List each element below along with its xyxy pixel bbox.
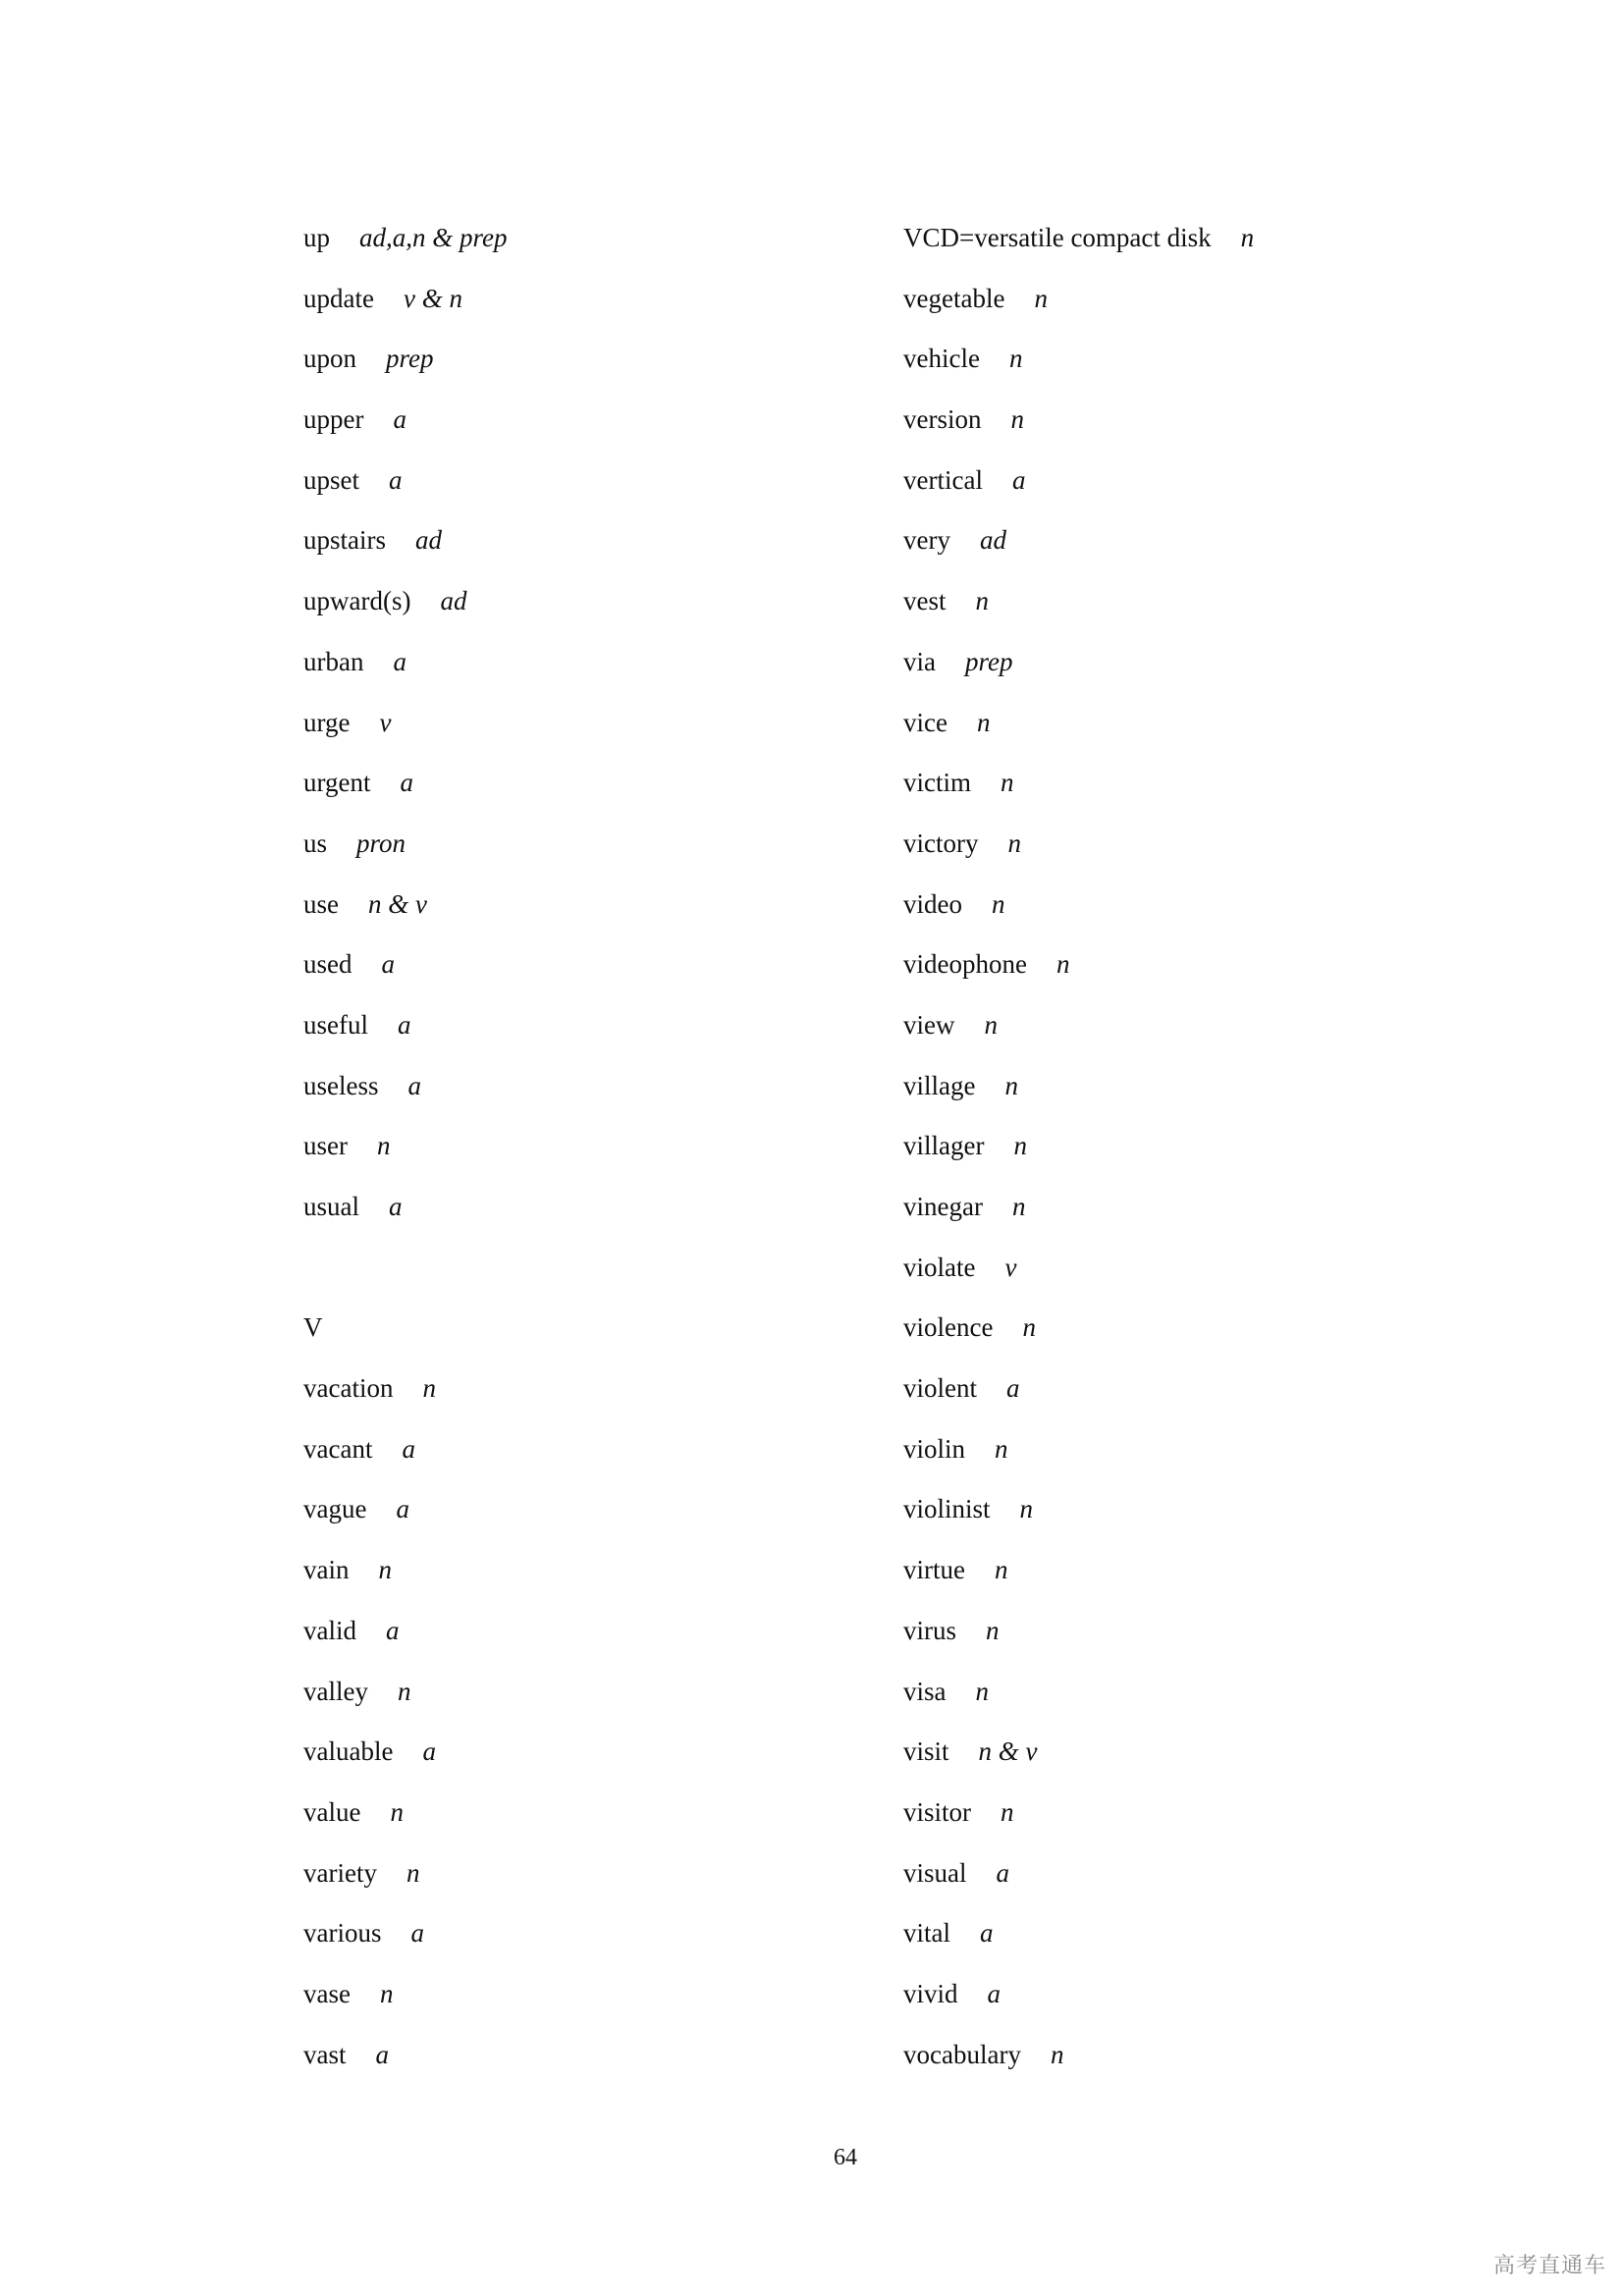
- entry-word: vague: [303, 1494, 367, 1524]
- entry-word: urban: [303, 646, 364, 676]
- vocabulary-entry: [903, 1064, 1254, 1125]
- vocabulary-entry: [303, 1730, 508, 1790]
- entry-word: via: [903, 646, 936, 676]
- entry-part-of-speech: n: [390, 1796, 404, 1827]
- vocabulary-entry: [303, 277, 508, 338]
- entry-word: valuable: [303, 1736, 394, 1767]
- vocabulary-entry: [903, 1730, 1254, 1790]
- entry-part-of-speech: n: [1013, 1131, 1027, 1161]
- vocabulary-entry: [903, 1487, 1254, 1548]
- vocabulary-entry: [303, 579, 508, 640]
- entry-word: violin: [903, 1433, 966, 1464]
- entry-part-of-speech: ad: [979, 525, 1006, 556]
- entry-part-of-speech: ad: [440, 586, 467, 616]
- entry-part-of-speech: a: [396, 1494, 409, 1524]
- entry-part-of-speech: n: [397, 1676, 411, 1706]
- entry-word: vain: [303, 1555, 350, 1585]
- entry-part-of-speech: n: [992, 888, 1005, 919]
- entry-part-of-speech: n: [406, 1857, 420, 1888]
- entry-word: vase: [303, 1978, 351, 2008]
- vocabulary-entry: [903, 579, 1254, 640]
- vocabulary-entry: [903, 942, 1254, 1003]
- entry-part-of-speech: n & v: [368, 888, 427, 919]
- vocabulary-entry: [903, 1972, 1254, 2033]
- entry-part-of-speech: n & v: [978, 1736, 1038, 1767]
- vocabulary-entry: [903, 277, 1254, 338]
- entry-word: vegetable: [903, 283, 1005, 313]
- entry-word: upon: [303, 344, 356, 374]
- vocabulary-entry: [903, 1790, 1254, 1851]
- entry-word: urge: [303, 707, 351, 737]
- entry-part-of-speech: n: [379, 1978, 394, 2008]
- entry-word: vehicle: [903, 344, 980, 374]
- entry-part-of-speech: a: [386, 1615, 400, 1645]
- entry-word: violinist: [903, 1494, 991, 1524]
- entry-part-of-speech: prep: [386, 344, 434, 374]
- vocabulary-entry: [903, 1124, 1254, 1185]
- entry-word: value: [303, 1796, 361, 1827]
- vocabulary-entry: [903, 1185, 1254, 1246]
- entry-part-of-speech: a: [422, 1736, 436, 1767]
- vocabulary-entry: [903, 216, 1254, 277]
- entry-part-of-speech: ad,a,n & prep: [359, 223, 508, 252]
- vocabulary-entry: [303, 1185, 508, 1246]
- entry-word: vast: [303, 2039, 347, 2069]
- entry-part-of-speech: n: [1010, 404, 1024, 435]
- entry-word: visual: [903, 1857, 967, 1888]
- vocabulary-entry: [303, 1487, 508, 1548]
- entry-part-of-speech: a: [375, 2039, 389, 2069]
- entry-part-of-speech: pron: [356, 828, 406, 858]
- vocabulary-entry: [303, 822, 508, 882]
- entry-word: visit: [903, 1736, 949, 1767]
- entry-word: useless: [303, 1070, 379, 1100]
- entry-word: vest: [903, 586, 947, 616]
- entry-part-of-speech: a: [410, 1918, 424, 1949]
- entry-word: vacation: [303, 1373, 394, 1404]
- vocabulary-entry: [303, 1911, 508, 1972]
- entry-word: usual: [303, 1192, 359, 1221]
- entry-word: version: [903, 404, 982, 435]
- entry-part-of-speech: a: [407, 1070, 421, 1100]
- entry-part-of-speech: n: [1011, 1192, 1026, 1221]
- entry-word: valley: [303, 1676, 368, 1706]
- entry-word: violence: [903, 1312, 994, 1343]
- entry-word: various: [303, 1918, 382, 1949]
- vocabulary-entry: [903, 1003, 1254, 1064]
- vocabulary-column-right: [903, 216, 1254, 2093]
- entry-part-of-speech: n: [1022, 1312, 1036, 1343]
- vocabulary-entry: [903, 701, 1254, 762]
- entry-word: very: [903, 525, 950, 556]
- entry-part-of-speech: a: [389, 464, 403, 495]
- entry-part-of-speech: n: [1019, 1494, 1034, 1524]
- entry-part-of-speech: n: [994, 1555, 1008, 1585]
- vocabulary-entry: [303, 458, 508, 519]
- entry-part-of-speech: n: [984, 1009, 998, 1040]
- entry-part-of-speech: a: [987, 1978, 1001, 2008]
- vocabulary-entry: [303, 518, 508, 579]
- entry-part-of-speech: n: [986, 1615, 1000, 1645]
- vocabulary-entry: [303, 761, 508, 822]
- vocabulary-entry: [303, 398, 508, 458]
- entry-part-of-speech: n: [378, 1555, 392, 1585]
- watermark-logo: 高考直通车: [1492, 2254, 1606, 2278]
- entry-word: update: [303, 283, 374, 313]
- vocabulary-entry: [903, 1427, 1254, 1488]
- vocabulary-entry: [903, 1851, 1254, 1912]
- entry-part-of-speech: v: [1004, 1252, 1017, 1282]
- entry-part-of-speech: v & n: [403, 283, 462, 313]
- entry-word: virtue: [903, 1555, 965, 1585]
- entry-word: use: [303, 888, 339, 919]
- entry-word: violent: [903, 1373, 977, 1404]
- vocabulary-entry: [903, 518, 1254, 579]
- entry-word: victim: [903, 768, 971, 798]
- entry-word: villager: [903, 1131, 985, 1161]
- entry-word: visa: [903, 1676, 947, 1706]
- vocabulary-entry: [903, 1609, 1254, 1670]
- vocabulary-column-left: [303, 216, 508, 2093]
- entry-word: violate: [903, 1252, 976, 1282]
- vocabulary-entry: [903, 1548, 1254, 1609]
- vocabulary-entry: [903, 337, 1254, 398]
- entry-part-of-speech: n: [995, 1433, 1008, 1464]
- vocabulary-entry: [903, 822, 1254, 882]
- vocabulary-entry: [303, 942, 508, 1003]
- entry-word: user: [303, 1131, 348, 1161]
- vocabulary-entry: [903, 1246, 1254, 1307]
- vocabulary-entry: [303, 1851, 508, 1912]
- vocabulary-entry: [903, 882, 1254, 943]
- entry-part-of-speech: ad: [415, 525, 442, 556]
- entry-word: upset: [303, 464, 359, 495]
- entry-word: village: [903, 1070, 976, 1100]
- entry-word: variety: [303, 1857, 377, 1888]
- entry-part-of-speech: a: [402, 1433, 415, 1464]
- entry-part-of-speech: v: [379, 707, 392, 737]
- vocabulary-entry: [303, 1427, 508, 1488]
- vocabulary-entry: [303, 1670, 508, 1731]
- vocabulary-entry: [903, 458, 1254, 519]
- entry-part-of-speech: n: [1007, 828, 1021, 858]
- entry-word: useful: [303, 1009, 368, 1040]
- entry-word: vivid: [903, 1978, 958, 2008]
- vocabulary-entry: [303, 216, 508, 277]
- vocabulary-entry: [303, 1366, 508, 1427]
- entry-part-of-speech: a: [1006, 1373, 1020, 1404]
- entry-word: vacant: [303, 1433, 373, 1464]
- vocabulary-entry: [903, 1911, 1254, 1972]
- vocabulary-entry: [303, 1972, 508, 2033]
- vocabulary-entry: [303, 1003, 508, 1064]
- entry-part-of-speech: n: [376, 1131, 391, 1161]
- entry-part-of-speech: a: [1011, 464, 1026, 495]
- entry-part-of-speech: a: [980, 1918, 994, 1949]
- vocabulary-entry: [303, 701, 508, 762]
- vocabulary-entry: [303, 1124, 508, 1185]
- entry-word: vice: [903, 707, 947, 737]
- entry-word: upper: [303, 404, 364, 435]
- vocabulary-entry: [903, 398, 1254, 458]
- entry-word: VCD=versatile compact disk: [903, 223, 1212, 252]
- entry-part-of-speech: a: [389, 1192, 403, 1221]
- entry-part-of-speech: a: [393, 404, 406, 435]
- entry-part-of-speech: n: [1034, 283, 1048, 313]
- entry-part-of-speech: n: [976, 707, 991, 737]
- entry-part-of-speech: a: [996, 1857, 1009, 1888]
- vocabulary-entry: [303, 1548, 508, 1609]
- entry-part-of-speech: n: [1240, 223, 1255, 252]
- vocabulary-entry: [303, 1790, 508, 1851]
- entry-word: used: [303, 949, 352, 980]
- vocabulary-entry: [903, 1306, 1254, 1366]
- vocabulary-entry: [303, 2033, 508, 2094]
- vocabulary-entry: [903, 1366, 1254, 1427]
- entry-part-of-speech: a: [381, 949, 395, 980]
- entry-word: victory: [903, 828, 979, 858]
- entry-word: videophone: [903, 949, 1027, 980]
- entry-part-of-speech: n: [422, 1373, 436, 1404]
- entry-part-of-speech: n: [1001, 768, 1014, 798]
- entry-part-of-speech: n: [1004, 1070, 1018, 1100]
- entry-part-of-speech: n: [975, 586, 989, 616]
- letter-heading-text: V: [303, 1312, 323, 1343]
- vocabulary-entry: [303, 1064, 508, 1125]
- entry-part-of-speech: a: [397, 1009, 411, 1040]
- entry-part-of-speech: prep: [965, 646, 1013, 676]
- entry-word: upstairs: [303, 525, 386, 556]
- entry-part-of-speech: a: [393, 646, 406, 676]
- letter-heading: [303, 1306, 508, 1366]
- entry-word: urgent: [303, 768, 371, 798]
- vocabulary-entry: [303, 882, 508, 943]
- page-number: 64: [834, 2145, 857, 2170]
- entry-word: vinegar: [903, 1192, 983, 1221]
- vocabulary-entry: [903, 1670, 1254, 1731]
- entry-part-of-speech: n: [1056, 949, 1070, 980]
- entry-part-of-speech: n: [1008, 344, 1023, 374]
- vocabulary-entry: [303, 337, 508, 398]
- vocabulary-entry: [303, 640, 508, 701]
- entry-word: valid: [303, 1615, 356, 1645]
- entry-word: vital: [903, 1918, 950, 1949]
- entry-word: up: [303, 223, 330, 252]
- entry-part-of-speech: n: [1050, 2039, 1064, 2069]
- entry-word: vocabulary: [903, 2039, 1021, 2069]
- vocabulary-entry: [303, 1609, 508, 1670]
- entry-part-of-speech: a: [400, 768, 413, 798]
- entry-word: us: [303, 828, 328, 858]
- entry-word: virus: [903, 1615, 956, 1645]
- entry-word: visitor: [903, 1796, 972, 1827]
- entry-word: view: [903, 1009, 955, 1040]
- entry-word: upward(s): [303, 586, 411, 616]
- vocabulary-entry: [903, 640, 1254, 701]
- entry-word: vertical: [903, 464, 983, 495]
- vocabulary-entry: [903, 761, 1254, 822]
- entry-part-of-speech: n: [975, 1676, 989, 1706]
- blank-line: [303, 1246, 508, 1307]
- entry-word: video: [903, 888, 962, 919]
- vocabulary-entry: [903, 2033, 1254, 2094]
- entry-part-of-speech: n: [1001, 1796, 1014, 1827]
